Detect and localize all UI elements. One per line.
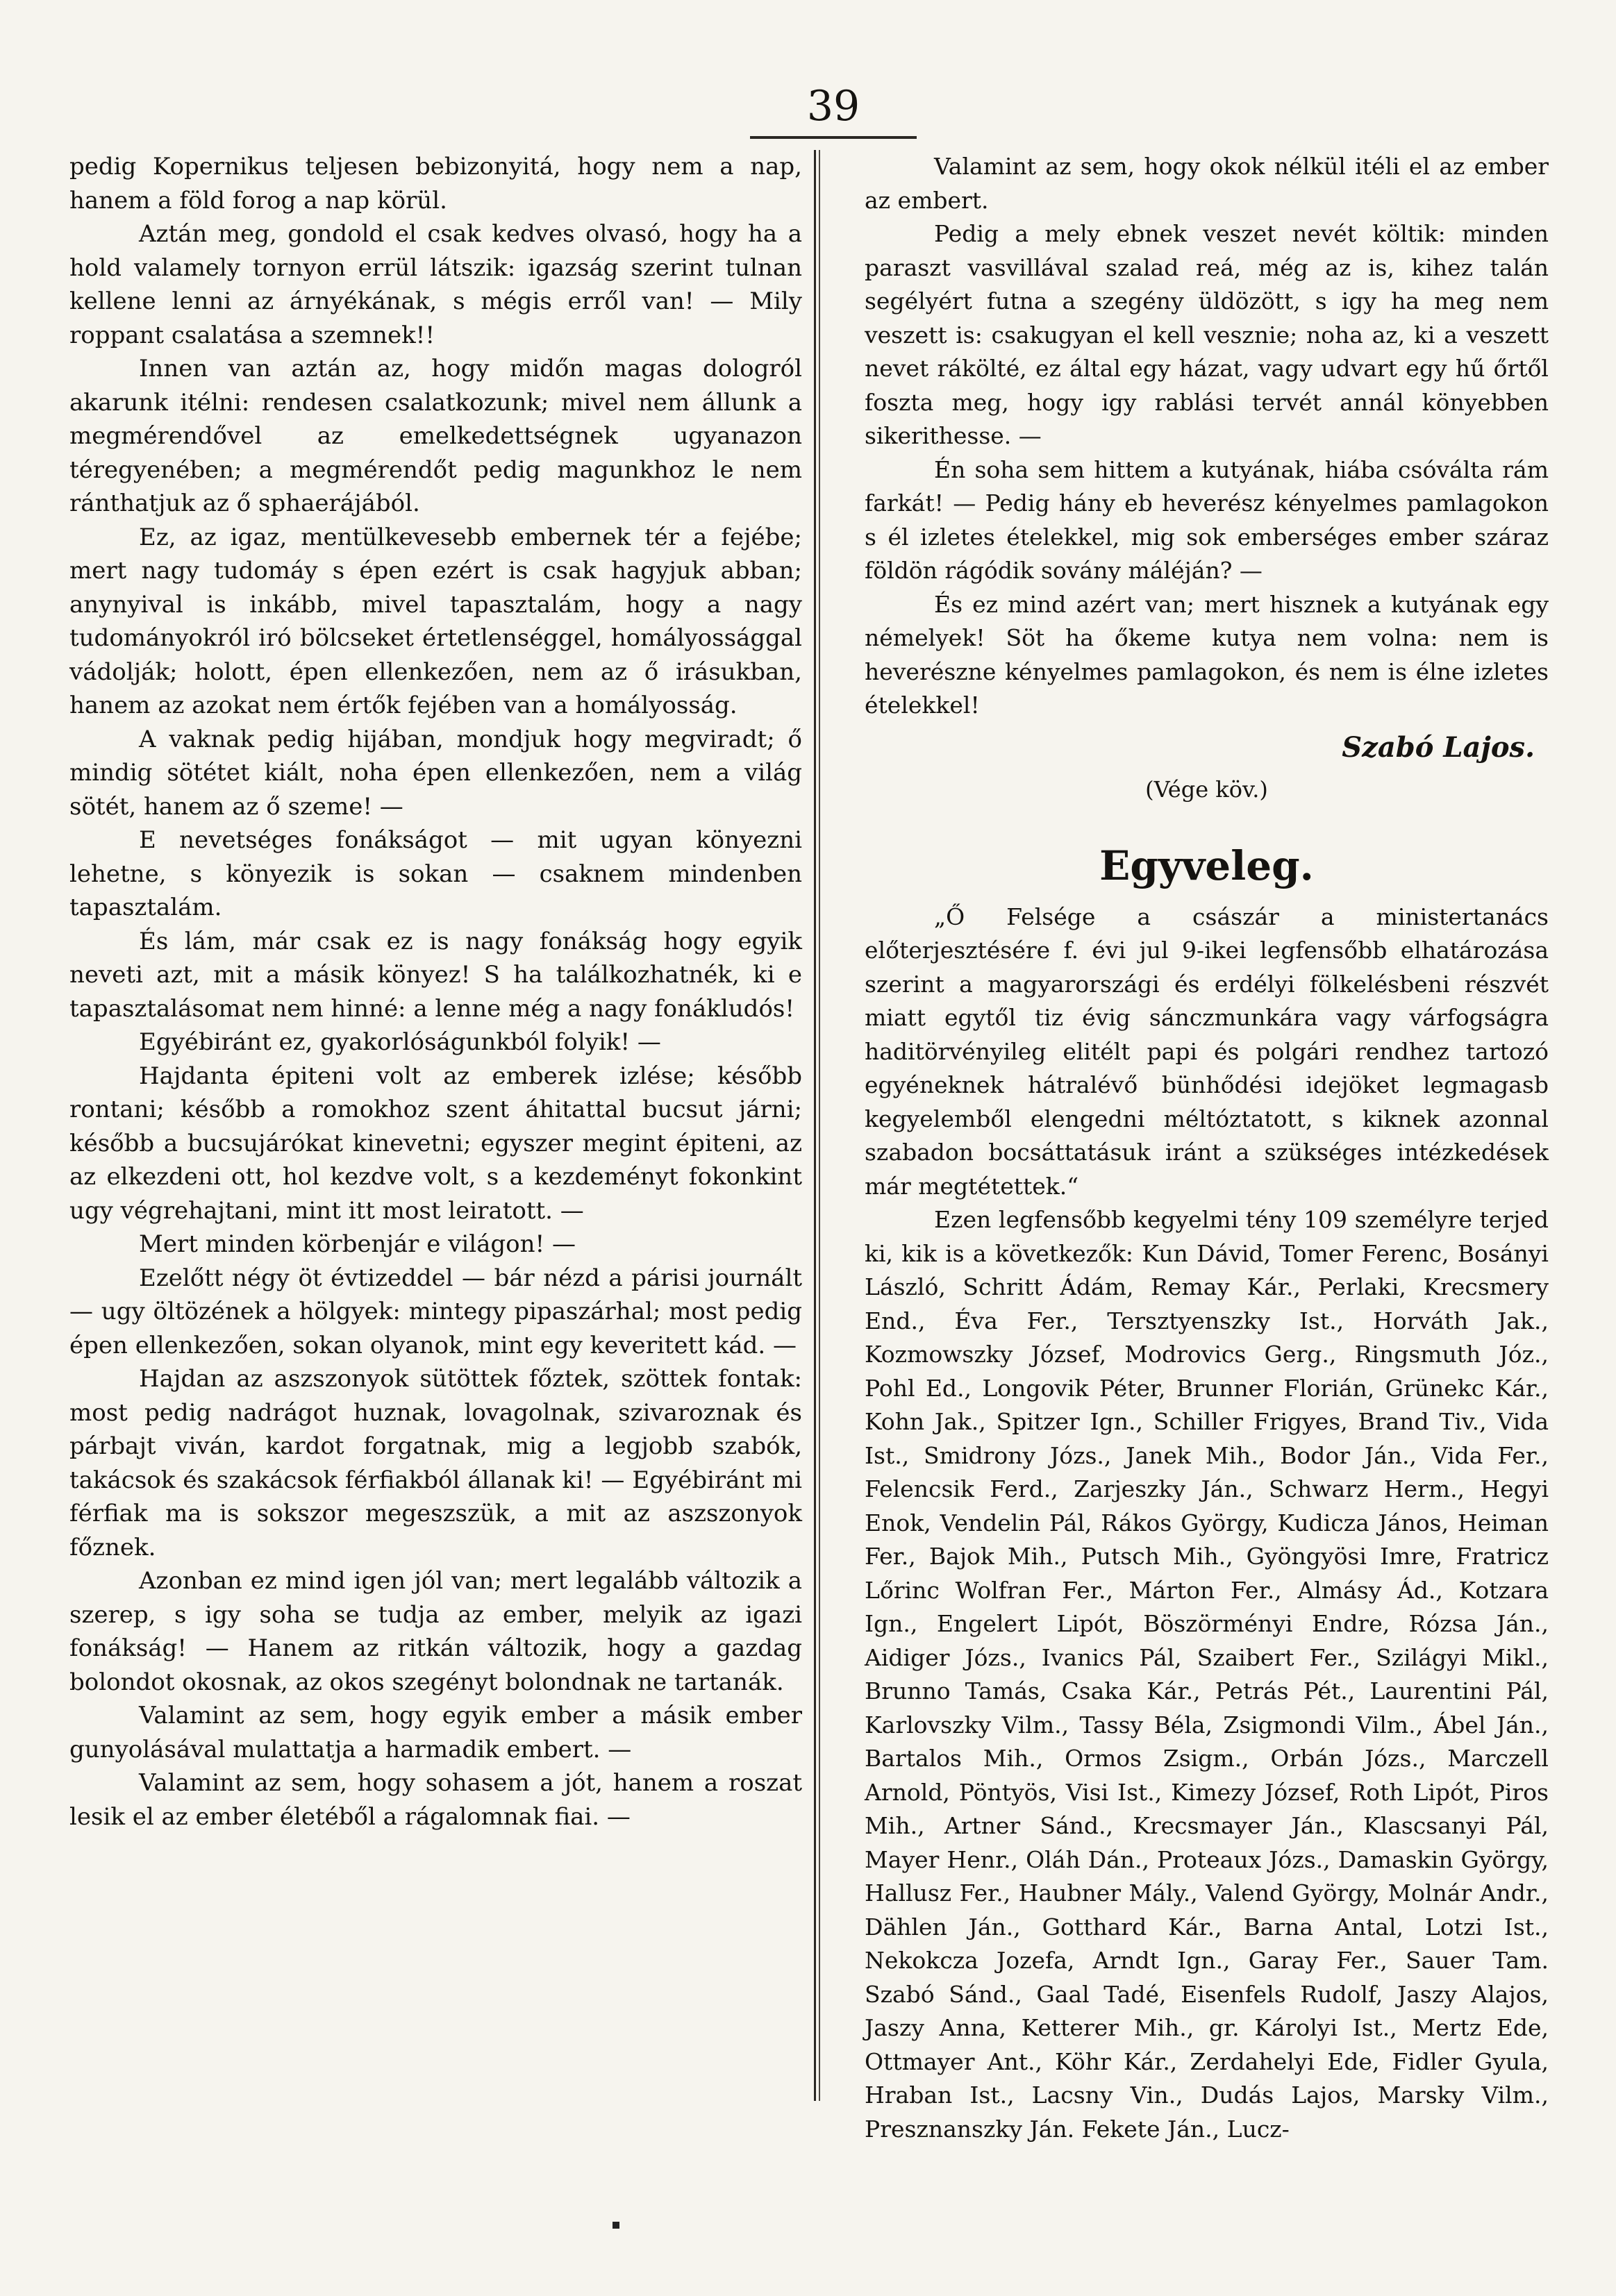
right-column	[865, 150, 1549, 2146]
paragraph: Innen van aztán az, hogy midőn magas dologról akarunk itélni: rendesen csalatkozunk; mivel nem állunk a megmérendővel az emelkedettségnek ugyanazon téregyenében; a megmérendőt pedig magunkhoz le nem ránthatjuk az ő sphaerájából.	[69, 355, 802, 517]
section-title: Egyveleg.	[1099, 841, 1314, 889]
paragraph: Pedig a mely ebnek veszet nevét költik: minden paraszt vasvillával szalad reá, még az is, kihez talán segélyért futna a szegény üldözött, s igy ha meg nem veszett is: csakugyan el kell vesznie; noha az, ki a veszett nevet rákölté, ez által egy házat, vagy udvart egy hű őrtől foszta meg, hogy igy rablási tervét annál könyebben sikerithesse. —	[865, 220, 1549, 449]
column-divider	[814, 150, 816, 2101]
paragraph: pedig Kopernikus teljesen bebizonyitá, hogy nem a nap, hanem a föld forog a nap körül.	[69, 153, 802, 215]
paragraph: Valamint az sem, hogy okok nélkül itéli el az ember az embert.	[865, 153, 1549, 214]
paragraph: Ezelőtt négy öt évtizeddel — bár nézd a párisi journált — ugy öltözének a hölgyek: mintegy pipaszárhal; most pedig épen ellenkezően, sokan olyanok, mint egy keveritett kád. —	[69, 1264, 802, 1359]
paragraph: E nevetséges fonákságot — mit ugyan könyezni lehetne, s könyezik is sokan — csaknem mindenben tapasztalám.	[69, 826, 802, 921]
paragraph: „Ő Felsége a császár a ministertanács előterjesztésére f. évi jul 9-ikei legfensőbb elhatározása szerint a magyarországi és erdélyi fölkelésbeni részvét miatt egytől tiz évig sánczmunkára vagy várfogságra haditörvényileg elitélt papi és polgári rendhez tartozó egyéneknek hátralévő bünhődési idejöket legmagasb kegyelemből elengedni méltóztatott, s kiknek azonnal szabadon bocsáttatásuk iránt a szükséges intézkedések már megtétettek.“	[865, 903, 1549, 1200]
paragraph: A vaknak pedig hijában, mondjuk hogy megviradt; ő mindig sötétet kiált, noha épen ellenkezően, nem a világ sötét, hanem az ő szeme! —	[69, 725, 802, 821]
paragraph: Hajdanta épiteni volt az emberek izlése; később rontani; később a romokhoz szent áhitattal bucsut járni; később a bucsujárókat kinevetni; egyszer megint épiteni, az az elkezdeni ott, hol kezdve volt, s a kezdeményt fokonkint ugy végrehajtani, mint itt most leiratott. —	[69, 1062, 802, 1225]
paragraph: Azonban ez mind igen jól van; mert legalább változik a szerep, s igy soha se tudja az ember, melyik az igazi fonákság! — Hanem az ritkán változik, hogy a gazdag bolondot okosnak, az okos szegényt bolondnak ne tartanák.	[69, 1567, 802, 1696]
paragraph: Ez, az igaz, mentülkevesebb embernek tér a fejébe; mert nagy tudomáy s épen ezért is csak hagyjuk abban; anynyival is inkább, mivel tapasztalám, hogy a nagy tudományokról iró bölcseket értetlenséggel, homályossággal vádolják; holott, épen ellenkezően, nem az ő irásukban, hanem az azokat nem értők fejében van a homályosság.	[69, 523, 802, 719]
paragraph: Aztán meg, gondold el csak kedves olvasó, hogy ha a hold valamely tornyon errül látszik: igazság szerint tulnan kellene lenni az árnyékának, s mégis erről van! — Mily roppant csalatása a szemnek!!	[69, 220, 802, 349]
paragraph: És ez mind azért van; mert hisznek a kutyának egy némelyek! Söt ha őkeme kutya nem volna: nem is heverészne kényelmes pamlagokon, és nem is élne izletes ételekkel!	[865, 590, 1549, 719]
header-rule	[750, 136, 917, 139]
paragraph: Én soha sem hittem a kutyának, hiába csóválta rám farkát! — Pedig hány eb heverész kényelmes pamlagokon s él izletes ételekkel, mig sok emberséges ember száraz földön rágódik sovány máléján? —	[865, 455, 1549, 584]
column-divider	[819, 150, 820, 2101]
paragraph: Ezen legfensőbb kegyelmi tény 109 személyre terjed ki, kik is a következők: Kun Dávid, Tomer Ferenc, Bosányi László, Schritt Ádám, Remay Kár., Perlaki, Krecsmery End., Éva Fer., Tersztyenszky Ist., Horváth Jak., Kozmowszky József, Modrovics Gerg., Ringsmuth Józ., Pohl Ed., Longovik Péter, Brunner Florián, Grünekc Kár., Kohn Jak., Spitzer Ign., Schiller Frigyes, Brand Tiv., Vida Ist., Smidrony Józs., Janek Mih., Bodor Ján., Vida Fer., Felencsik Ferd., Zarjeszky Ján., Schwarz Herm., Hegyi Enok, Vendelin Pál, Rákos György, Kudicza János, Heiman Fer., Bajok Mih., Putsch Mih., Gyöngyösi Imre, Fratricz Lőrinc Wolfran Fer., Márton Fer., Almásy Ád., Kotzara Ign., Engelert Lipót, Böszörményi Endre, Rózsa Ján., Aidiger Józs., Ivanics Pál, Szaibert Fer., Szilágyi Mikl., Brunno Tamás, Csaka Kár., Petrás Pét., Laurentini Pál, Karlovszky Vilm., Tassy Béla, Zsigmondi Vilm., Ábel Ján., Bartalos Mih., Ormos Zsigm., Orbán Józs., Marczell Arnold, Pöntyös, Visi Ist., Kimezy József, Roth Lipót, Piros Mih., Artner Sánd., Krecsmayer Ján., Klascsanyi Pál, Mayer Henr., Oláh Dán., Proteaux Józs., Damaskin György, Hallusz Fer., Haubner Mály., Valend György, Molnár Andr., Dählen Ján., Gotthard Kár., Barna Antal, Lotzi Ist., Nekokcza Jozefa, Arndt Ign., Garay Fer., Sauer Tam. Szabó Sánd., Gaal Tadé, Eisenfels Rudolf, Jaszy Alajos, Jaszy Anna, Ketterer Mih., gr. Károlyi Ist., Mertz Ede, Ottmayer Ant., Köhr Kár., Zerdahelyi Ede, Fidler Gyula, Hraban Ist., Lacsny Vin., Dudás Lajos, Marsky Vilm., Presznanszky Ján. Fekete Ján., Lucz-	[865, 1206, 1549, 2143]
printer-mark	[613, 2222, 619, 2229]
left-column	[69, 150, 802, 1834]
author-signature: Szabó Lajos.	[1342, 730, 1535, 764]
paragraph: Egyébiránt ez, gyakorlóságunkból folyik! —	[139, 1028, 661, 1056]
paragraph: Valamint az sem, hogy egyik ember a másik ember gunyolásával mulattatja a harmadik embert. —	[69, 1702, 802, 1763]
paragraph: Mert minden körbenjár e világon! —	[139, 1230, 576, 1258]
paragraph: És lám, már csak ez is nagy fonákság hogy egyik neveti azt, mit a másik könyez! S ha találkozhatnék, ki e tapasztalásomat nem hinné: a lenne még a nagy fonákludós!	[69, 927, 802, 1023]
continued-note: (Vége köv.)	[1145, 776, 1268, 803]
paragraph: Hajdan az aszszonyok sütöttek főztek, szöttek fontak: most pedig nadrágot huznak, lovagolnak, szivaroznak és párbajt viván, kardot forgatnak, mig a legjobb szabók, takácsok és szakácsok férfiakból állanak ki! — Egyébiránt mi férfiak ma is sokszor megeszszük, a mit az aszszonyok főznek.	[69, 1365, 802, 1561]
page-number: 39	[806, 82, 860, 131]
paragraph: Valamint az sem, hogy sohasem a jót, hanem a roszat lesik el az ember életéből a rágalomnak fiai. —	[69, 1769, 802, 1831]
